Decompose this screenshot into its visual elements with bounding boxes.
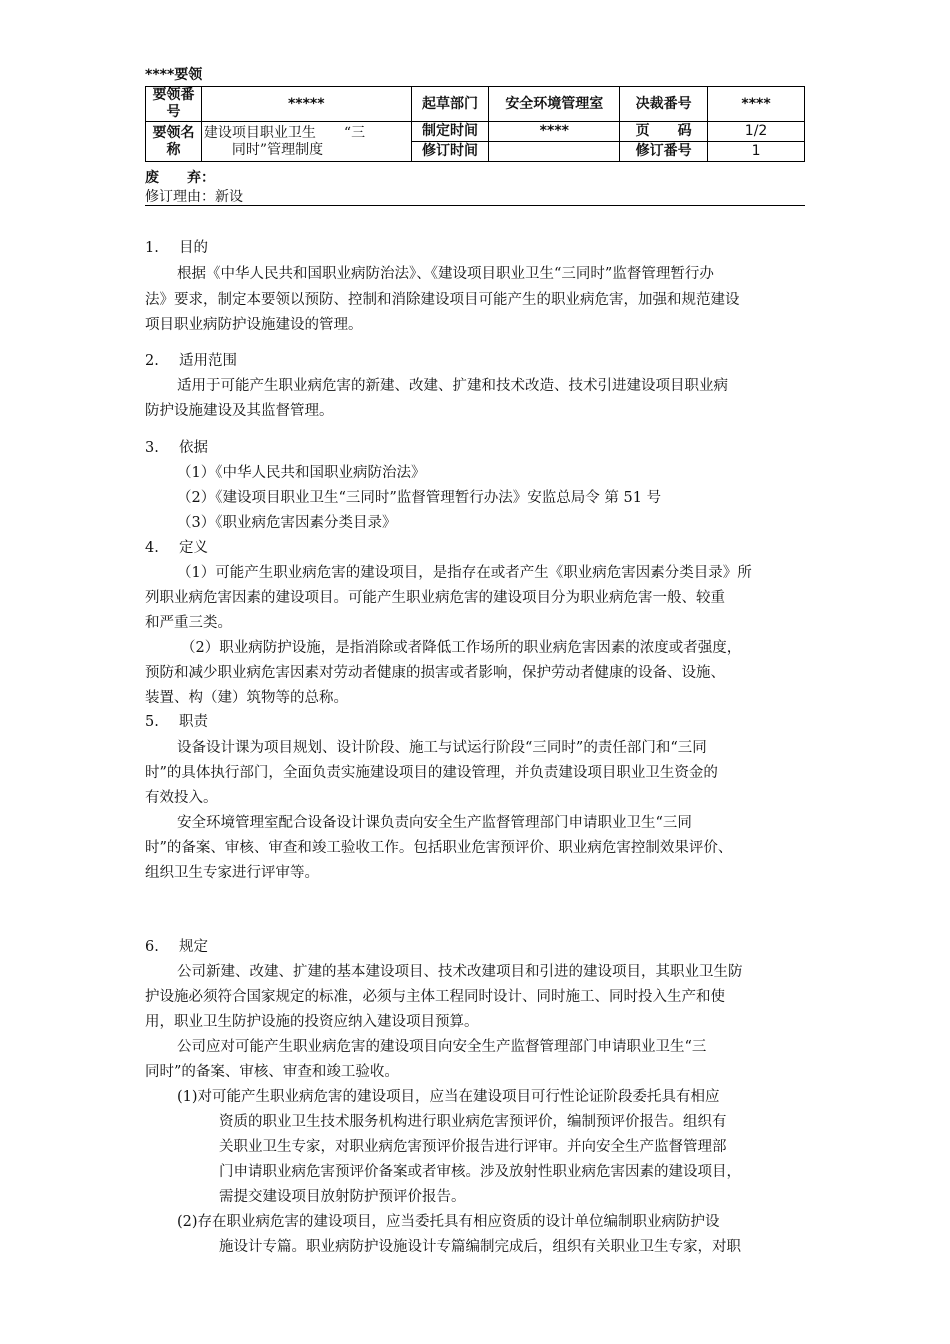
regulation-item: (1)对可能产生职业病危害的建设项目，应当在建设项目可行性论证阶段委托具有相应	[177, 1089, 720, 1105]
paragraph-line: 项目职业病防护设施建设的管理。	[145, 317, 363, 333]
decision-value: ****	[708, 87, 805, 122]
section-heading-scope: 2. 适用范围	[145, 353, 237, 369]
paragraph-line: 根据《中华人民共和国职业病防治法》、《建设项目职业卫生“三同时”监督管理暂行办	[177, 266, 714, 282]
revision-reason: 修订理由：新设	[145, 189, 243, 205]
name-value-line-1: 建设项目职业卫生 “三	[203, 124, 366, 141]
revise-number-label: 修订番号	[620, 142, 708, 162]
made-time-value: ****	[489, 122, 620, 142]
dept-value: 安全环境管理室	[489, 87, 620, 122]
code-value: *****	[201, 87, 411, 122]
regulation-item-continued: 关职业卫生专家，对职业病危害预评价报告进行评审。并向安全生产监督管理部	[219, 1139, 727, 1155]
section-heading-definition: 4. 定义	[145, 540, 208, 556]
paragraph-line: 同时”的备案、审核、审查和竣工验收。	[145, 1064, 399, 1080]
regulation-item-continued: 资质的职业卫生技术服务机构进行职业病危害预评价，编制预评价报告。组织有	[219, 1114, 727, 1130]
regulation-item-continued: 需提交建设项目放射防护预评价报告。	[219, 1189, 466, 1205]
regulation-item-continued: 施设计专篇。职业病防护设施设计专篇编制完成后，组织有关职业卫生专家，对职	[219, 1239, 741, 1255]
paragraph-line: 防护设施建设及其监督管理。	[145, 403, 334, 419]
paragraph-line: 法》要求，制定本要领以预防、控制和消除建设项目可能产生的职业病危害，加强和规范建设	[145, 292, 740, 308]
name-value	[201, 122, 411, 162]
regulation-item-continued: 门申请职业病危害预评价备案或者审核。涉及放射性职业病危害因素的建设项目，	[219, 1164, 741, 1180]
dept-label: 起草部门	[411, 87, 489, 122]
section-heading-purpose: 1. 目的	[145, 240, 208, 256]
document-title: ****要领	[145, 67, 203, 83]
paragraph-line: 时”的备案、审核、审查和竣工验收工作。包括职业危害预评价、职业病危害控制效果评价、	[145, 840, 733, 856]
abandon-line: 废 弃：	[145, 170, 215, 186]
paragraph-line: 适用于可能产生职业病危害的新建、改建、扩建和技术改造、技术引进建设项目职业病	[177, 378, 728, 394]
name-value-line-2: 同时”管理制度	[231, 141, 324, 158]
paragraph-line: （2）职业病防护设施，是指消除或者降低工作场所的职业病危害因素的浓度或者强度，	[181, 640, 742, 656]
paragraph-line: 公司应对可能产生职业病危害的建设项目向安全生产监督管理部门申请职业卫生“三	[177, 1039, 707, 1055]
paragraph-line: 用，职业卫生防护设施的投资应纳入建设项目预算。	[145, 1014, 479, 1030]
regulation-item: (2)存在职业病危害的建设项目，应当委托具有相应资质的设计单位编制职业病防护设	[177, 1214, 720, 1230]
paragraph-line: 组织卫生专家进行评审等。	[145, 865, 319, 881]
revise-time-label: 修订时间	[411, 142, 489, 162]
header-divider	[145, 205, 805, 206]
code-label: 要领番号	[146, 87, 202, 122]
revise-time-value	[489, 142, 620, 162]
paragraph-line: 有效投入。	[145, 790, 218, 806]
section-heading-basis: 3. 依据	[145, 440, 208, 456]
paragraph-line: 预防和减少职业病危害因素对劳动者健康的损害或者影响，保护劳动者健康的设备、设施、	[145, 665, 725, 681]
name-label: 要领名称	[146, 122, 202, 162]
basis-item: （2）《建设项目职业卫生“三同时”监督管理暂行办法》安监总局令 第 51 号	[177, 490, 662, 506]
section-heading-responsibility: 5. 职责	[145, 714, 208, 730]
section-heading-regulations: 6. 规定	[145, 939, 208, 955]
paragraph-line: （1）可能产生职业病危害的建设项目，是指存在或者产生《职业病危害因素分类目录》所	[177, 565, 752, 581]
basis-item: （3）《职业病危害因素分类目录》	[177, 515, 397, 531]
paragraph-line: 和严重三类。	[145, 615, 232, 631]
revise-number-value: 1	[708, 142, 805, 162]
paragraph-line: 列职业病危害因素的建设项目。可能产生职业病危害的建设项目分为职业病危害一般、较重	[145, 590, 725, 606]
made-time-label: 制定时间	[411, 122, 489, 142]
paragraph-line: 公司新建、改建、扩建的基本建设项目、技术改建项目和引进的建设项目，其职业卫生防	[177, 964, 743, 980]
paragraph-line: 装置、构（建）筑物等的总称。	[145, 690, 348, 706]
page-label: 页 码	[620, 122, 708, 142]
paragraph-line: 设备设计课为项目规划、设计阶段、施工与试运行阶段“三同时”的责任部门和“三同	[177, 740, 707, 756]
paragraph-line: 安全环境管理室配合设备设计课负责向安全生产监督管理部门申请职业卫生“三同	[177, 815, 692, 831]
decision-label: 决裁番号	[620, 87, 708, 122]
paragraph-line: 时”的具体执行部门，全面负责实施建设项目的建设管理，并负责建设项目职业卫生资金的	[145, 765, 718, 781]
document-info-table	[145, 86, 805, 162]
basis-item: （1）《中华人民共和国职业病防治法》	[177, 465, 426, 481]
paragraph-line: 护设施必须符合国家规定的标准，必须与主体工程同时设计、同时施工、同时投入生产和使	[145, 989, 725, 1005]
page-value: 1/2	[708, 122, 805, 142]
